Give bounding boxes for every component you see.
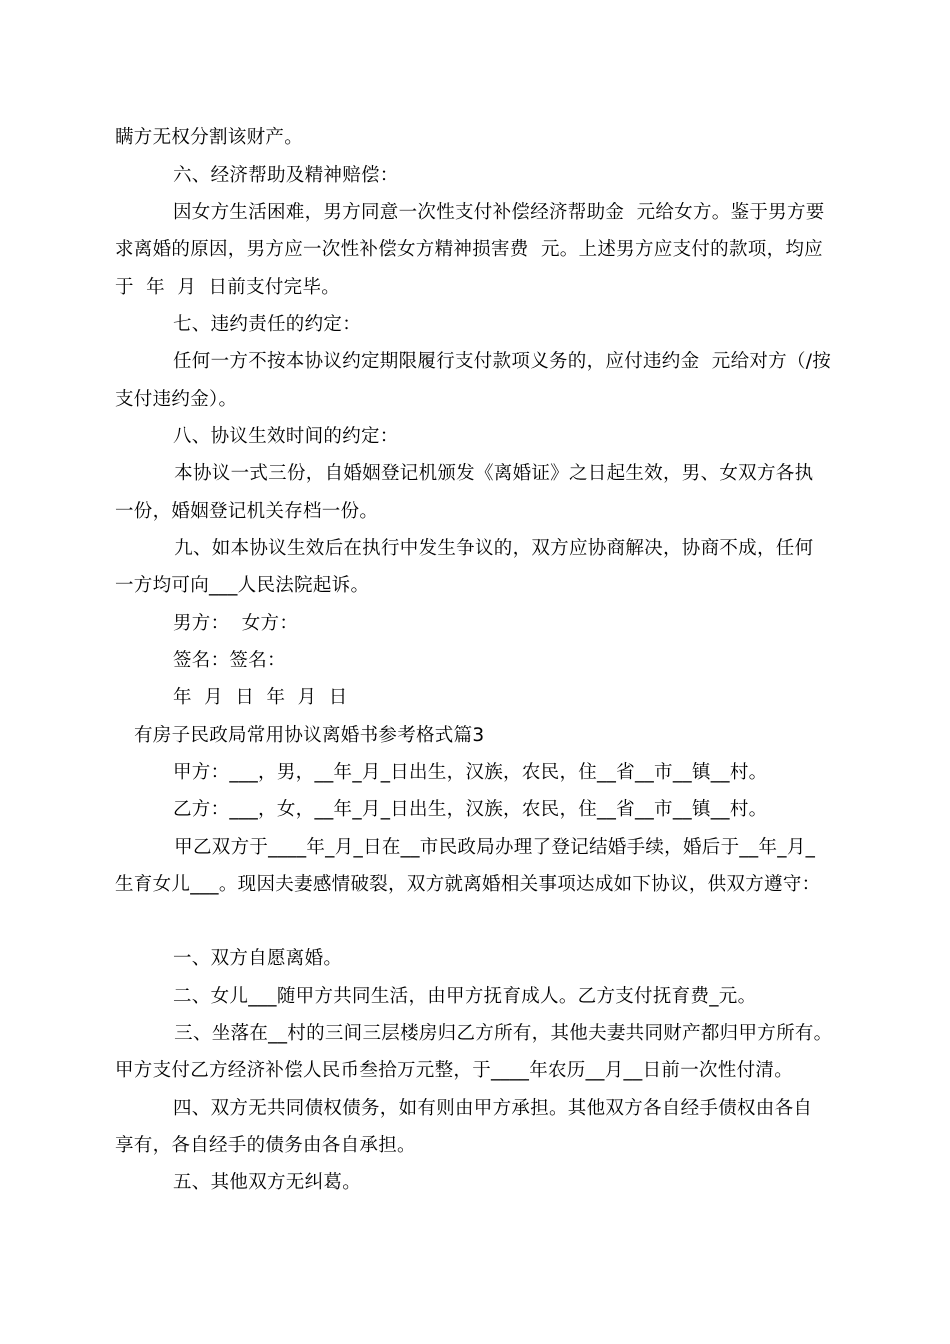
party-a-line: 甲方：___，男，__年_月_日出生，汉族，农民，住__省__市__镇__村。 xyxy=(173,762,768,783)
text-line: 于 年 月 日前支付完毕。 xyxy=(115,277,341,298)
signature-party-labels: 男方： 女方： xyxy=(173,613,299,634)
text-line: 任何一方不按本协议约定期限履行支付款项义务的，应付违约金 元给对方（/按 xyxy=(173,351,832,372)
signature-labels: 签名：签名： xyxy=(173,650,286,671)
text-line: 一方均可向___人民法院起诉。 xyxy=(115,575,370,596)
clause-line: 四、双方无共同债权债务，如有则由甲方承担。其他双方各自经手债权由各自 xyxy=(173,1098,813,1119)
text-line: 本协议一式三份，自婚姻登记机颁发《离婚证》之日起生效，男、女双方各执 xyxy=(168,463,814,484)
text-line: 生育女儿___。现因夫妻感情破裂，双方就离婚相关事项达成如下协议，供双方遵守： xyxy=(115,874,821,895)
section-heading: 八、协议生效时间的约定： xyxy=(173,426,399,447)
clause-line: 二、女儿___随甲方共同生活，由甲方抚育成人。乙方支付抚育费_元。 xyxy=(173,986,757,1007)
signature-dates: 年 月 日 年 月 日 xyxy=(173,687,348,708)
party-b-line: 乙方：___，女，__年_月_日出生，汉族，农民，住__省__市__镇__村。 xyxy=(173,799,768,820)
text-line: 支付违约金）。 xyxy=(115,389,238,410)
clause-line: 五、其他双方无纠葛。 xyxy=(173,1172,362,1193)
clause-line: 三、坐落在__村的三间三层楼房归乙方所有，其他夫妻共同财产都归甲方所有。 xyxy=(168,1023,833,1044)
section-title: 有房子民政局常用协议离婚书参考格式篇3 xyxy=(134,725,485,746)
text-line: 求离婚的原因，男方应一次性补偿女方精神损害费 元。上述男方应支付的款项，均应 xyxy=(115,239,823,260)
text-line: 九、如本协议生效后在执行中发生争议的，双方应协商解决，协商不成，任何 xyxy=(168,538,814,559)
section-heading: 七、违约责任的约定： xyxy=(173,314,362,335)
text-line: 享有，各自经手的债务由各自承担。 xyxy=(115,1135,416,1156)
text-line: 甲乙双方于____年_月_日在__市民政局办理了登记结婚手续，婚后于__年_月_ xyxy=(168,837,816,858)
text-line: 因女方生活困难，男方同意一次性支付补偿经济帮助金 元给女方。鉴于男方要 xyxy=(173,202,825,223)
text-line: 一份，婚姻登记机关存档一份。 xyxy=(115,501,379,522)
section-heading: 六、经济帮助及精神赔偿： xyxy=(173,165,399,186)
clause-line: 一、双方自愿离婚。 xyxy=(173,948,343,969)
text-line: 甲方支付乙方经济补偿人民币叁拾万元整，于____年农历__月__日前一次性付清。 xyxy=(115,1060,794,1081)
text-line: 瞒方无权分割该财产。 xyxy=(115,127,304,148)
